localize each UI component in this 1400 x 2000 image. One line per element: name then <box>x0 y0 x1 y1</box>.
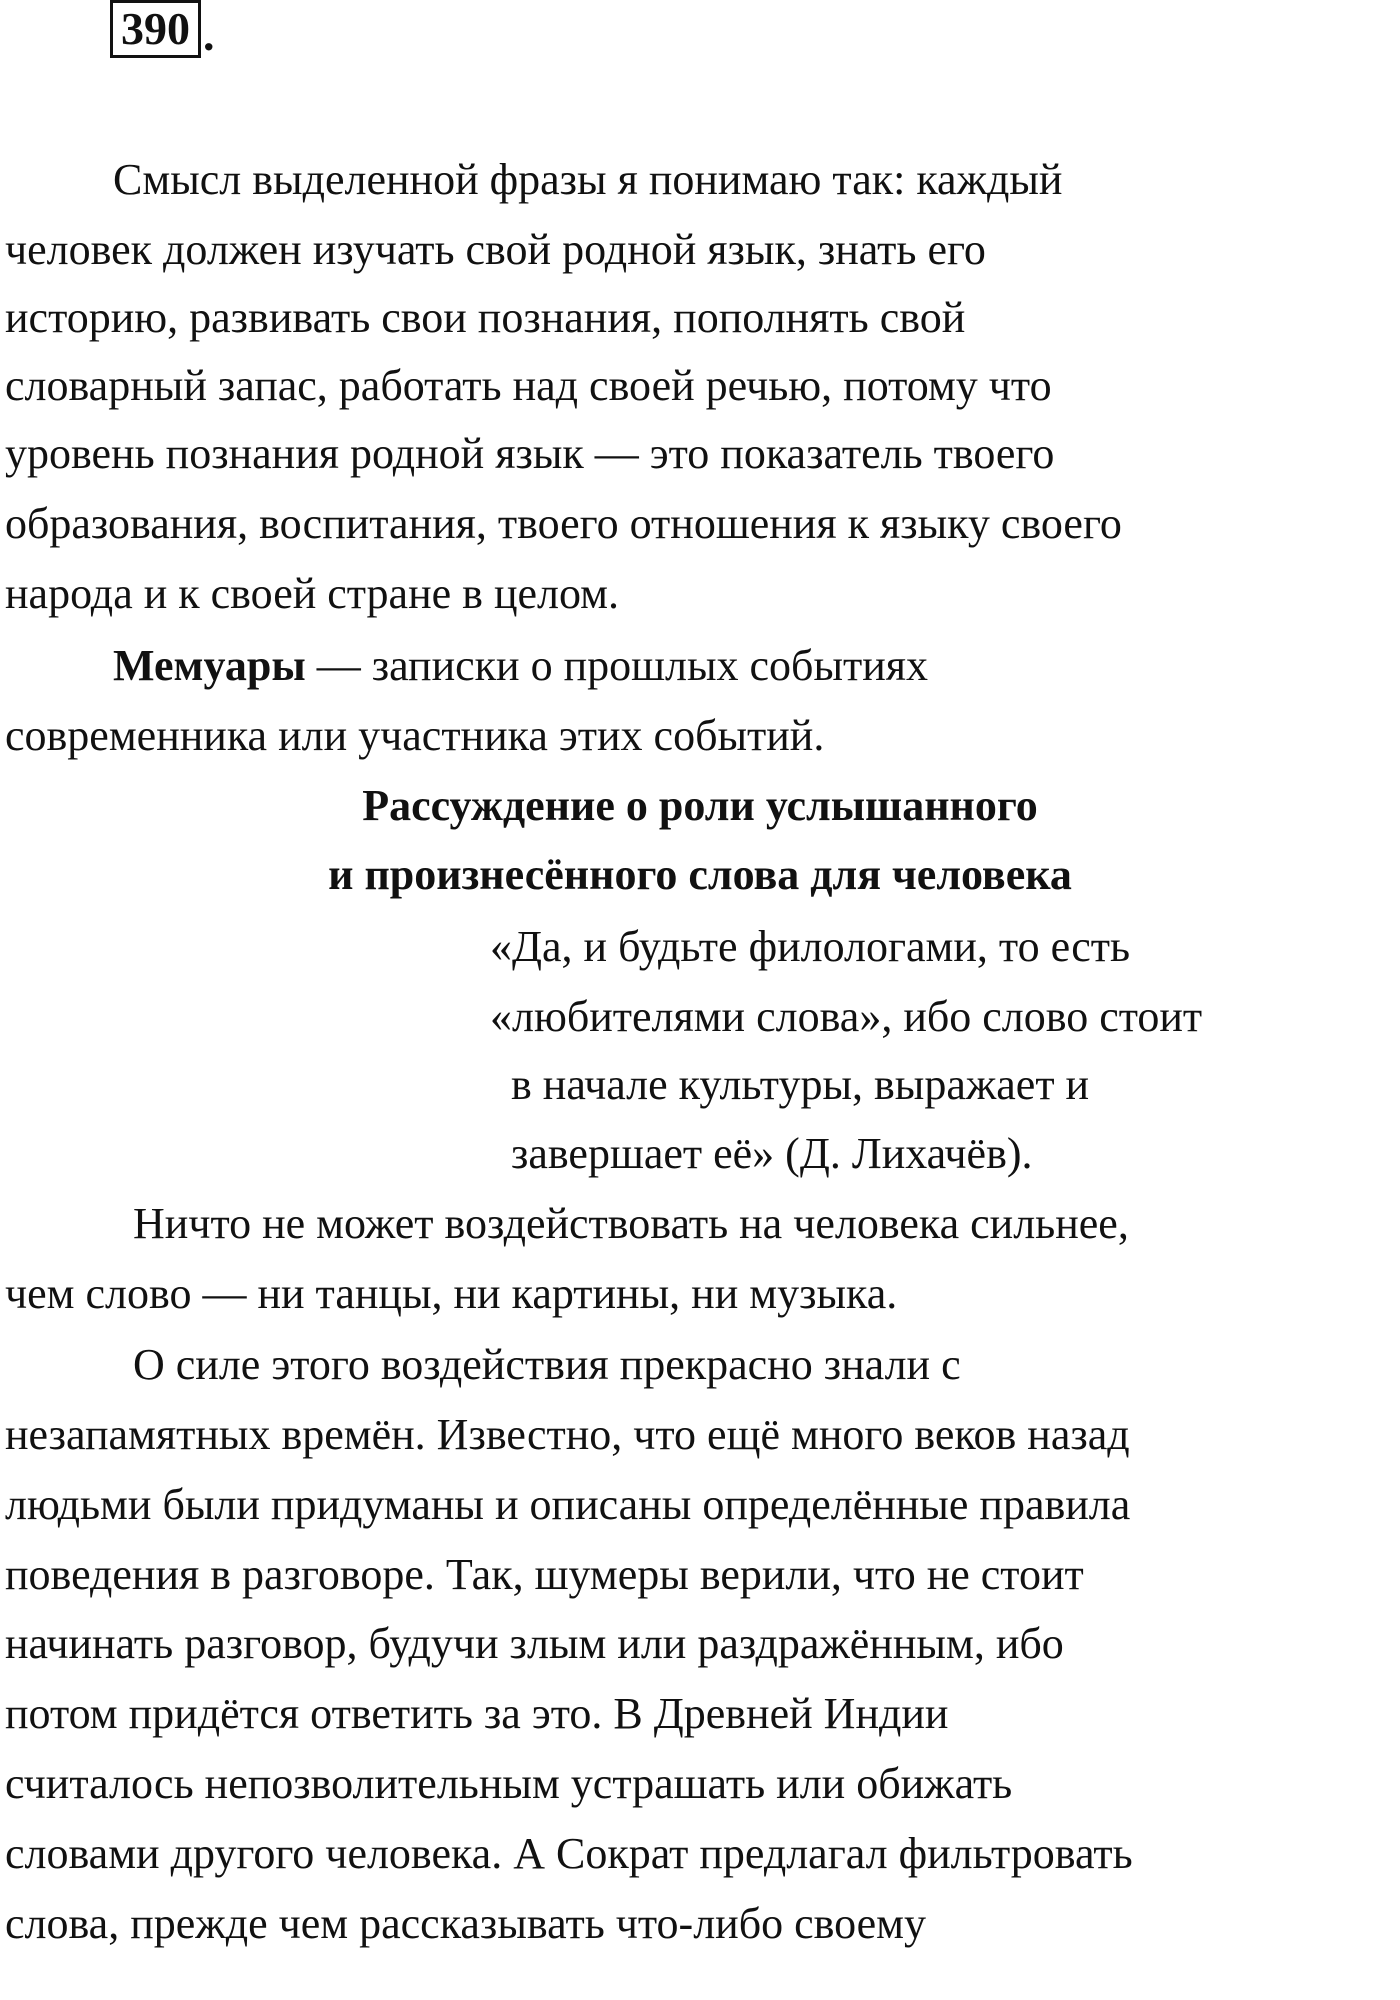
task-number <box>110 3 215 60</box>
epigraph-line: «Да, и будьте филологами, то есть <box>490 922 1131 971</box>
definition-line <box>113 641 929 690</box>
paragraph3-line: потом придётся ответить за это. В Древней Индии <box>5 1689 949 1738</box>
task-number-value: 390 <box>121 3 190 54</box>
paragraph3-line: считалось непозволительным устрашать или обижать <box>5 1759 1013 1808</box>
paragraph1-line: уровень познания родной язык — это показатель твоего <box>5 429 1055 478</box>
task-number-box <box>110 0 201 58</box>
section-heading-line: Рассуждение о роли услышанного <box>362 781 1038 830</box>
paragraph1-line: человек должен изучать свой родной язык, знать его <box>5 225 986 274</box>
section-heading-line: и произнесённого слова для человека <box>328 850 1072 899</box>
definition-line: современника или участника этих событий. <box>5 711 825 760</box>
paragraph1-line: народа и к своей стране в целом. <box>5 569 619 618</box>
definition-term: Мемуары <box>113 641 306 690</box>
paragraph3-line: словами другого человека. А Сократ предлагал фильтровать <box>5 1829 1133 1878</box>
epigraph-line: в начале культуры, выражает и <box>511 1060 1090 1109</box>
paragraph1-line: образования, воспитания, твоего отношения к языку своего <box>5 499 1122 548</box>
epigraph-line: завершает её» (Д. Лихачёв). <box>511 1129 1033 1178</box>
paragraph3-line: слова, прежде чем рассказывать что-либо своему <box>5 1899 926 1948</box>
task-number-dot: . <box>203 9 215 60</box>
paragraph3-line: людьми были придуманы и описаны определённые правила <box>5 1480 1131 1529</box>
paragraph2-line: Ничто не может воздействовать на человека сильнее, <box>133 1199 1129 1248</box>
paragraph3-line: незапамятных времён. Известно, что ещё много веков назад <box>5 1410 1130 1459</box>
paragraph2-line: чем слово — ни танцы, ни картины, ни музыка. <box>5 1269 898 1318</box>
paragraph1-line: Смысл выделенной фразы я понимаю так: каждый <box>113 155 1063 204</box>
paragraph3-line: поведения в разговоре. Так, шумеры верили, что не стоит <box>5 1550 1084 1599</box>
paragraph3-line: начинать разговор, будучи злым или раздражённым, ибо <box>5 1619 1064 1668</box>
definition-text: — записки о прошлых событиях <box>305 641 929 690</box>
epigraph-line: «любителями слова», ибо слово стоит <box>490 992 1203 1041</box>
paragraph1-line: словарный запас, работать над своей речью, потому что <box>5 361 1052 410</box>
paragraph1-line: историю, развивать свои познания, пополнять свой <box>5 293 966 342</box>
paragraph3-line: О силе этого воздействия прекрасно знали с <box>133 1340 961 1389</box>
